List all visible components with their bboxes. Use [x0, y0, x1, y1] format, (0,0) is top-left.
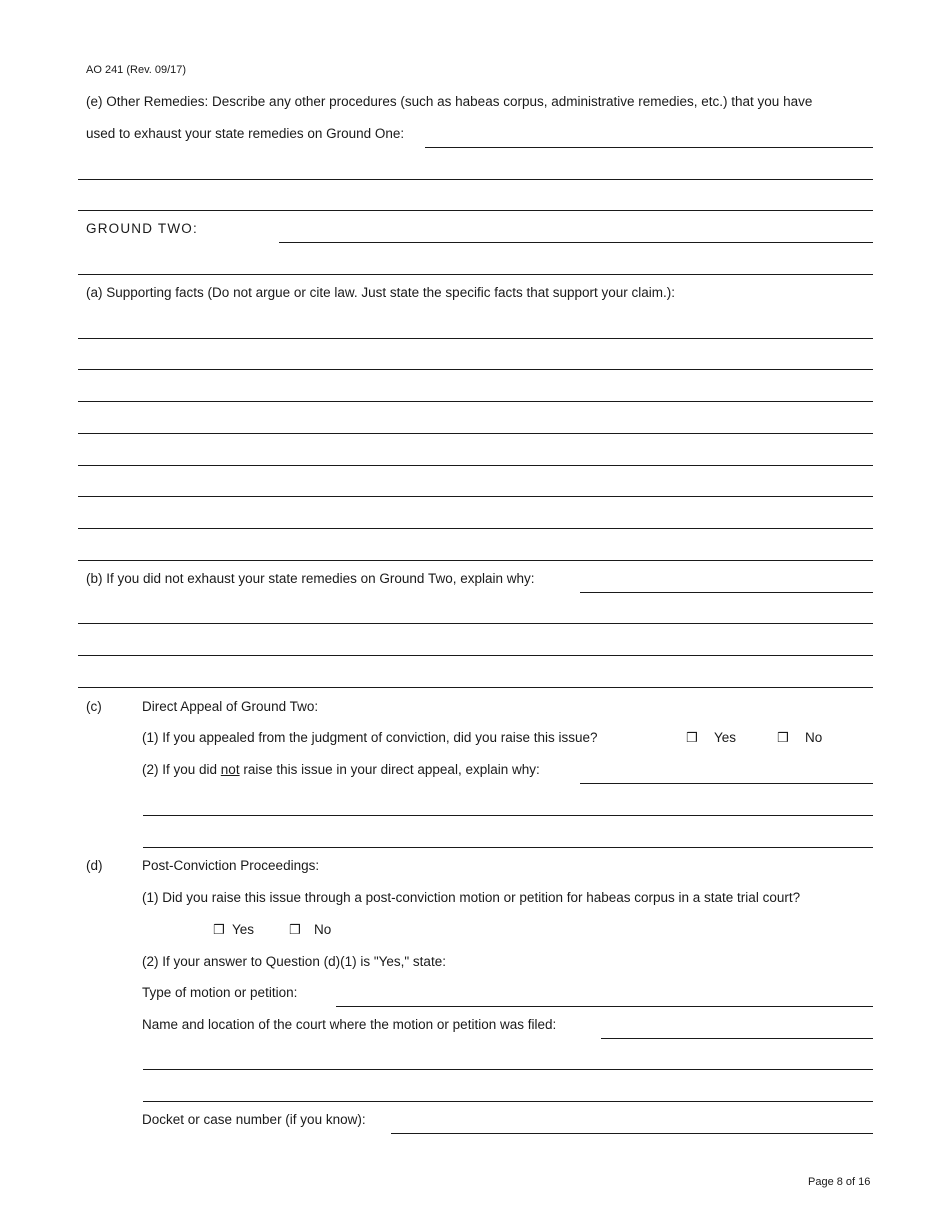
ground-two-line[interactable]: [279, 242, 873, 243]
not-exhausted-line-2[interactable]: [78, 623, 873, 624]
d1-yes-label: Yes: [232, 922, 255, 937]
facts-line-3[interactable]: [78, 401, 873, 402]
section-c-q2: [142, 762, 540, 778]
not-exhausted-line-4[interactable]: [78, 687, 873, 688]
not-exhausted-label: (b) If you did not exhaust your state remedies on Ground Two, explain why:: [86, 571, 535, 586]
form-id: AO 241 (Rev. 09/17): [86, 64, 187, 76]
c2-line-1[interactable]: [580, 783, 873, 784]
c2-line-3[interactable]: [143, 847, 873, 848]
c1-no-checkbox[interactable]: ❒: [777, 730, 789, 745]
c1-no-label: No: [805, 730, 823, 745]
d1-yes-checkbox[interactable]: ❒: [213, 922, 225, 937]
motion-type-label: Type of motion or petition:: [142, 985, 298, 1000]
answer-line-e-2[interactable]: [78, 179, 873, 180]
docket-label: Docket or case number (if you know):: [142, 1112, 366, 1127]
section-c-q2-post: raise this issue in your direct appeal, explain why:: [239, 762, 540, 777]
supporting-facts-label: (a) Supporting facts (Do not argue or cite law. Just state the specific facts that support your claim.):: [86, 285, 676, 300]
section-c-letter: (c): [86, 699, 102, 714]
ground-two-line-2[interactable]: [78, 274, 873, 275]
not-exhausted-line-1[interactable]: [580, 592, 873, 593]
section-d-letter: (d): [86, 858, 103, 873]
d1-no-checkbox[interactable]: ❒: [289, 922, 301, 937]
docket-line[interactable]: [391, 1133, 873, 1134]
section-d-q1: (1) Did you raise this issue through a post-conviction motion or petition for habeas corpus in a state trial court?: [142, 890, 801, 905]
court-name-line-1[interactable]: [601, 1038, 873, 1039]
facts-line-1[interactable]: [78, 338, 873, 339]
c1-yes-label: Yes: [714, 730, 737, 745]
facts-line-2[interactable]: [78, 369, 873, 370]
court-name-line-2[interactable]: [143, 1069, 873, 1070]
section-c-q2-pre: (2) If you did: [142, 762, 221, 777]
answer-line-e-3[interactable]: [78, 210, 873, 211]
facts-line-4[interactable]: [78, 433, 873, 434]
section-c-title: Direct Appeal of Ground Two:: [142, 699, 319, 714]
c2-line-2[interactable]: [143, 815, 873, 816]
section-e-line2: used to exhaust your state remedies on Ground One:: [86, 126, 405, 141]
facts-line-8[interactable]: [78, 560, 873, 561]
facts-line-6[interactable]: [78, 496, 873, 497]
facts-line-5[interactable]: [78, 465, 873, 466]
ground-two-label: GROUND TWO:: [86, 221, 198, 236]
section-e-line1: (e) Other Remedies: Describe any other procedures (such as habeas corpus, administrative remedies, etc.) that you have: [86, 94, 813, 109]
facts-line-7[interactable]: [78, 528, 873, 529]
court-name-label: Name and location of the court where the motion or petition was filed:: [142, 1017, 557, 1032]
answer-line-e-1[interactable]: [425, 147, 873, 148]
section-c-q1: (1) If you appealed from the judgment of conviction, did you raise this issue?: [142, 730, 598, 745]
page-number: Page 8 of 16: [808, 1176, 871, 1188]
section-d-title: Post-Conviction Proceedings:: [142, 858, 320, 873]
c1-yes-checkbox[interactable]: ❒: [686, 730, 698, 745]
d1-no-label: No: [314, 922, 332, 937]
motion-type-line[interactable]: [336, 1006, 873, 1007]
section-d-q2: (2) If your answer to Question (d)(1) is "Yes," state:: [142, 954, 446, 969]
court-name-line-3[interactable]: [143, 1101, 873, 1102]
section-c-q2-not: not: [220, 762, 240, 777]
not-exhausted-line-3[interactable]: [78, 655, 873, 656]
